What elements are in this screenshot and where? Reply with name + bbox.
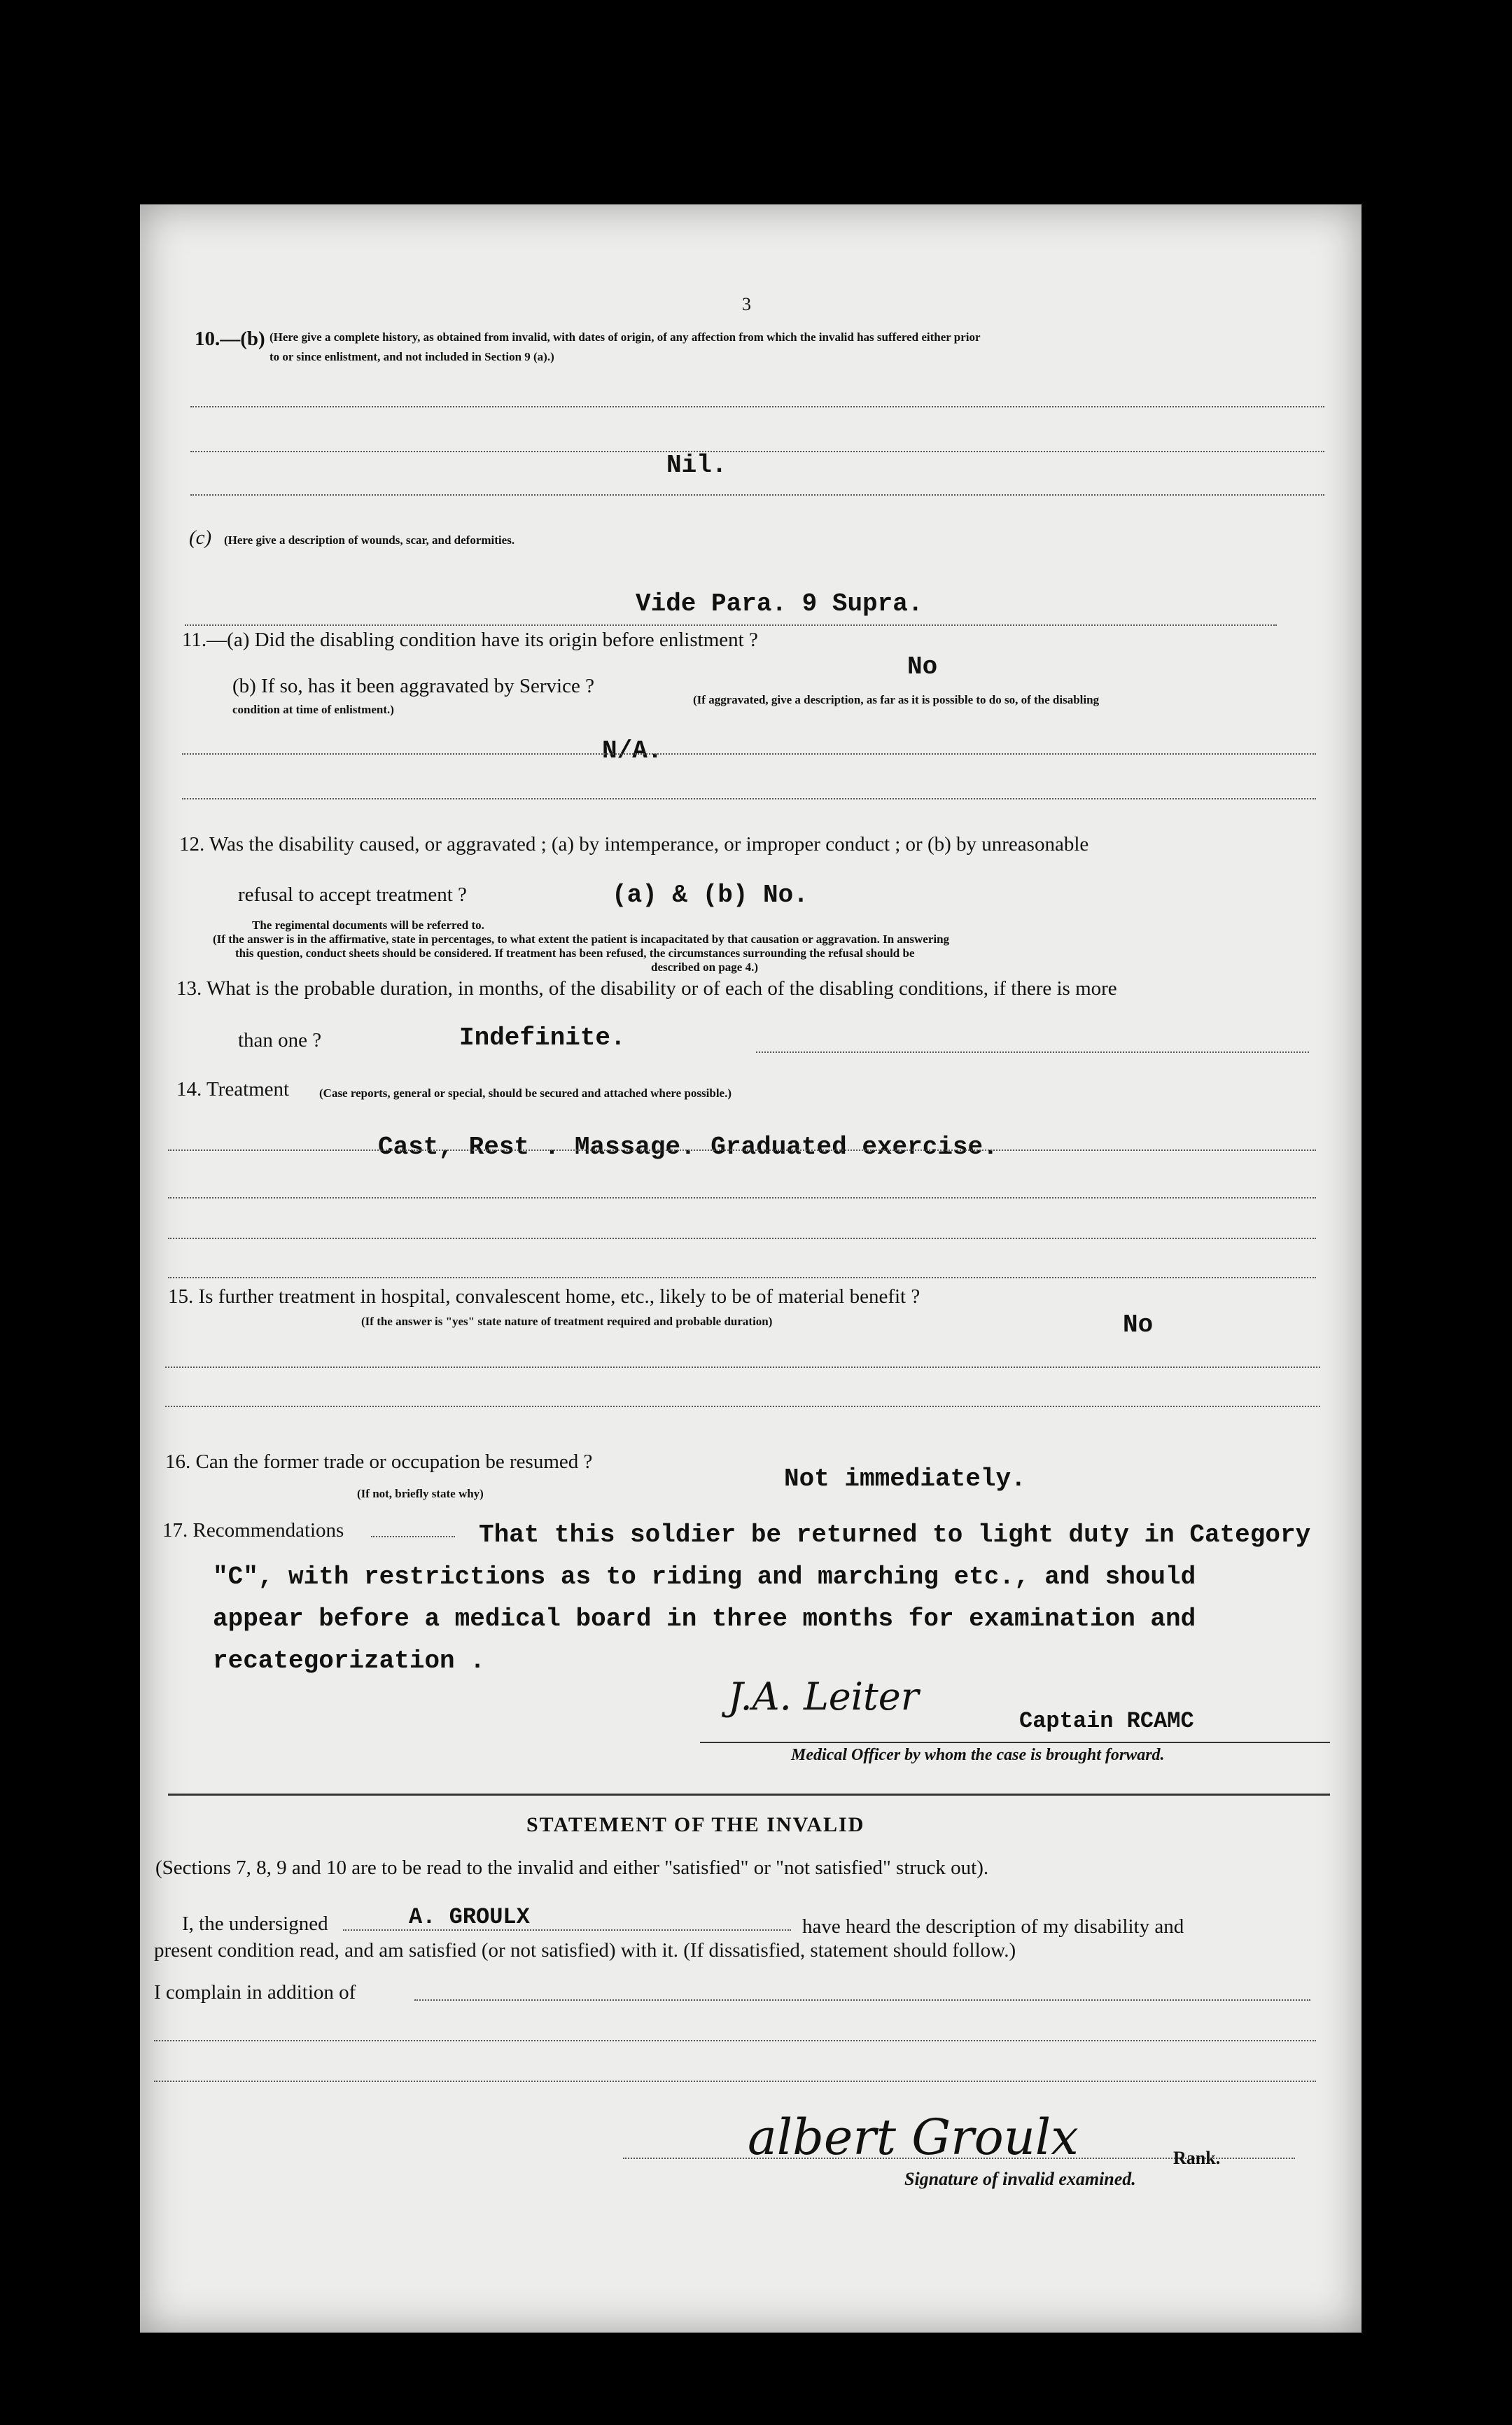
q10-number: 10.—(b): [195, 328, 265, 350]
medical-officer-line: [700, 1742, 1330, 1743]
invalid-name: A. GROULX: [409, 1904, 530, 1930]
q11b-line-2: [182, 798, 1316, 799]
q10-line-2: [190, 451, 1324, 452]
q14-answer: Cast, Rest . Massage. Graduated exercise.: [378, 1133, 998, 1161]
q15-question: 15. Is further treatment in hospital, convalescent home, etc., likely to be of material benefit ?: [168, 1285, 920, 1308]
q10-answer: Nil.: [666, 451, 727, 480]
medical-officer-caption: Medical Officer by whom the case is brought forward.: [791, 1746, 1165, 1764]
q15-note: (If the answer is "yes" state nature of treatment required and probable duration): [361, 1315, 773, 1328]
rank-label: Rank.: [1173, 2148, 1221, 2168]
q17-line-2: "C", with restrictions as to riding and marching etc., and should: [213, 1563, 1196, 1591]
q10-line-1: [190, 406, 1324, 407]
heard-description: have heard the description of my disability and: [802, 1915, 1184, 1938]
q12-note-4: described on page 4.): [651, 960, 758, 974]
q10c-answer: Vide Para. 9 Supra.: [636, 589, 923, 618]
statement-instruction: (Sections 7, 8, 9 and 10 are to be read to the invalid and either "satisfied" or "not satisfied" struck out).: [155, 1857, 989, 1879]
q12-note-2: (If the answer is in the affirmative, state in percentages, to what extent the patient is incapacitated by that causation or aggravation. In answering: [213, 932, 950, 946]
q14-line-2: [168, 1197, 1316, 1198]
q14-note: (Case reports, general or special, should be secured and attached where possible.): [319, 1086, 732, 1100]
statement-title: STATEMENT OF THE INVALID: [526, 1813, 865, 1836]
q17-line-4: recategorization .: [213, 1647, 485, 1675]
q17-line-1: That this soldier be returned to light duty in Category: [479, 1521, 1311, 1549]
q12-question: 12. Was the disability caused, or aggravated ; (a) by intemperance, or improper conduct ; or (b) by unreasonable: [179, 833, 1089, 855]
q12-note-3: this question, conduct sheets should be considered. If treatment has been refused, the circumstances surrounding the refusal should be: [235, 946, 915, 960]
q10-prompt: (Here give a complete history, as obtained from invalid, with dates of origin, of any affection from which the invalid has suffered either prior: [270, 330, 981, 344]
q11a-answer: No: [907, 652, 938, 681]
q10c-prompt: (Here give a description of wounds, scar, and deformities.: [224, 533, 515, 547]
condition-statement: present condition read, and am satisfied (or not satisfied) with it. (If dissatisfied, statement should follow.): [154, 1939, 1016, 1962]
q11b-line-1: [182, 753, 1316, 755]
q10c-label: (c): [189, 526, 212, 549]
complain-line-1: [414, 1999, 1310, 2001]
q10-prompt-2: to or since enlistment, and not included in Section 9 (a).): [270, 350, 554, 363]
q13-answer: Indefinite.: [459, 1023, 626, 1052]
page-number: 3: [742, 294, 751, 314]
q16-note: (If not, briefly state why): [357, 1487, 484, 1500]
q12-answer: (a) & (b) No.: [612, 881, 808, 909]
q16-answer: Not immediately.: [784, 1465, 1026, 1493]
q17-question: 17. Recommendations: [162, 1519, 344, 1542]
q13-line: [756, 1051, 1309, 1053]
q11b-question: (b) If so, has it been aggravated by Service ?: [232, 675, 594, 697]
section-divider: [168, 1794, 1330, 1796]
q11b-note: (If aggravated, give a description, as far as it is possible to do so, of the disabling: [693, 693, 1100, 706]
q15-line-1: [165, 1367, 1320, 1368]
q10c-line: [185, 624, 1277, 626]
q11b-answer: N/A.: [602, 736, 663, 765]
q17-leader: [371, 1536, 455, 1537]
complain-label: I complain in addition of: [154, 1981, 356, 2004]
q11b-note-2: condition at time of enlistment.): [232, 703, 394, 716]
q12-note: The regimental documents will be referred to.: [252, 918, 484, 932]
medical-officer-rank: Captain RCAMC: [1019, 1708, 1194, 1734]
q16-question: 16. Can the former trade or occupation be resumed ?: [165, 1451, 593, 1473]
q14-question: 14. Treatment: [176, 1078, 290, 1100]
q10-line-3: [190, 494, 1324, 496]
medical-officer-signature: J.A. Leiter: [728, 1675, 919, 1719]
q11a-question: 11.—(a) Did the disabling condition have its origin before enlistment ?: [182, 629, 758, 651]
q15-line-2: [165, 1406, 1320, 1407]
q14-line-1: [168, 1149, 1316, 1151]
q14-line-3: [168, 1238, 1316, 1239]
signature-caption: Signature of invalid examined.: [904, 2169, 1136, 2189]
complain-line-3: [154, 2081, 1316, 2082]
q12-question-2: refusal to accept treatment ?: [238, 883, 467, 906]
q14-line-4: [168, 1277, 1316, 1278]
q13-question: 13. What is the probable duration, in months, of the disability or of each of the disabling conditions, if there is more: [176, 977, 1117, 1000]
q17-line-3: appear before a medical board in three months for examination and: [213, 1605, 1196, 1633]
complain-line-2: [154, 2040, 1316, 2041]
q15-answer: No: [1123, 1311, 1154, 1339]
invalid-signature: albert Groulx: [748, 2109, 1079, 2166]
undersigned-label: I, the undersigned: [182, 1913, 328, 1935]
form-page: [140, 204, 1362, 2333]
q13-question-2: than one ?: [238, 1029, 322, 1051]
